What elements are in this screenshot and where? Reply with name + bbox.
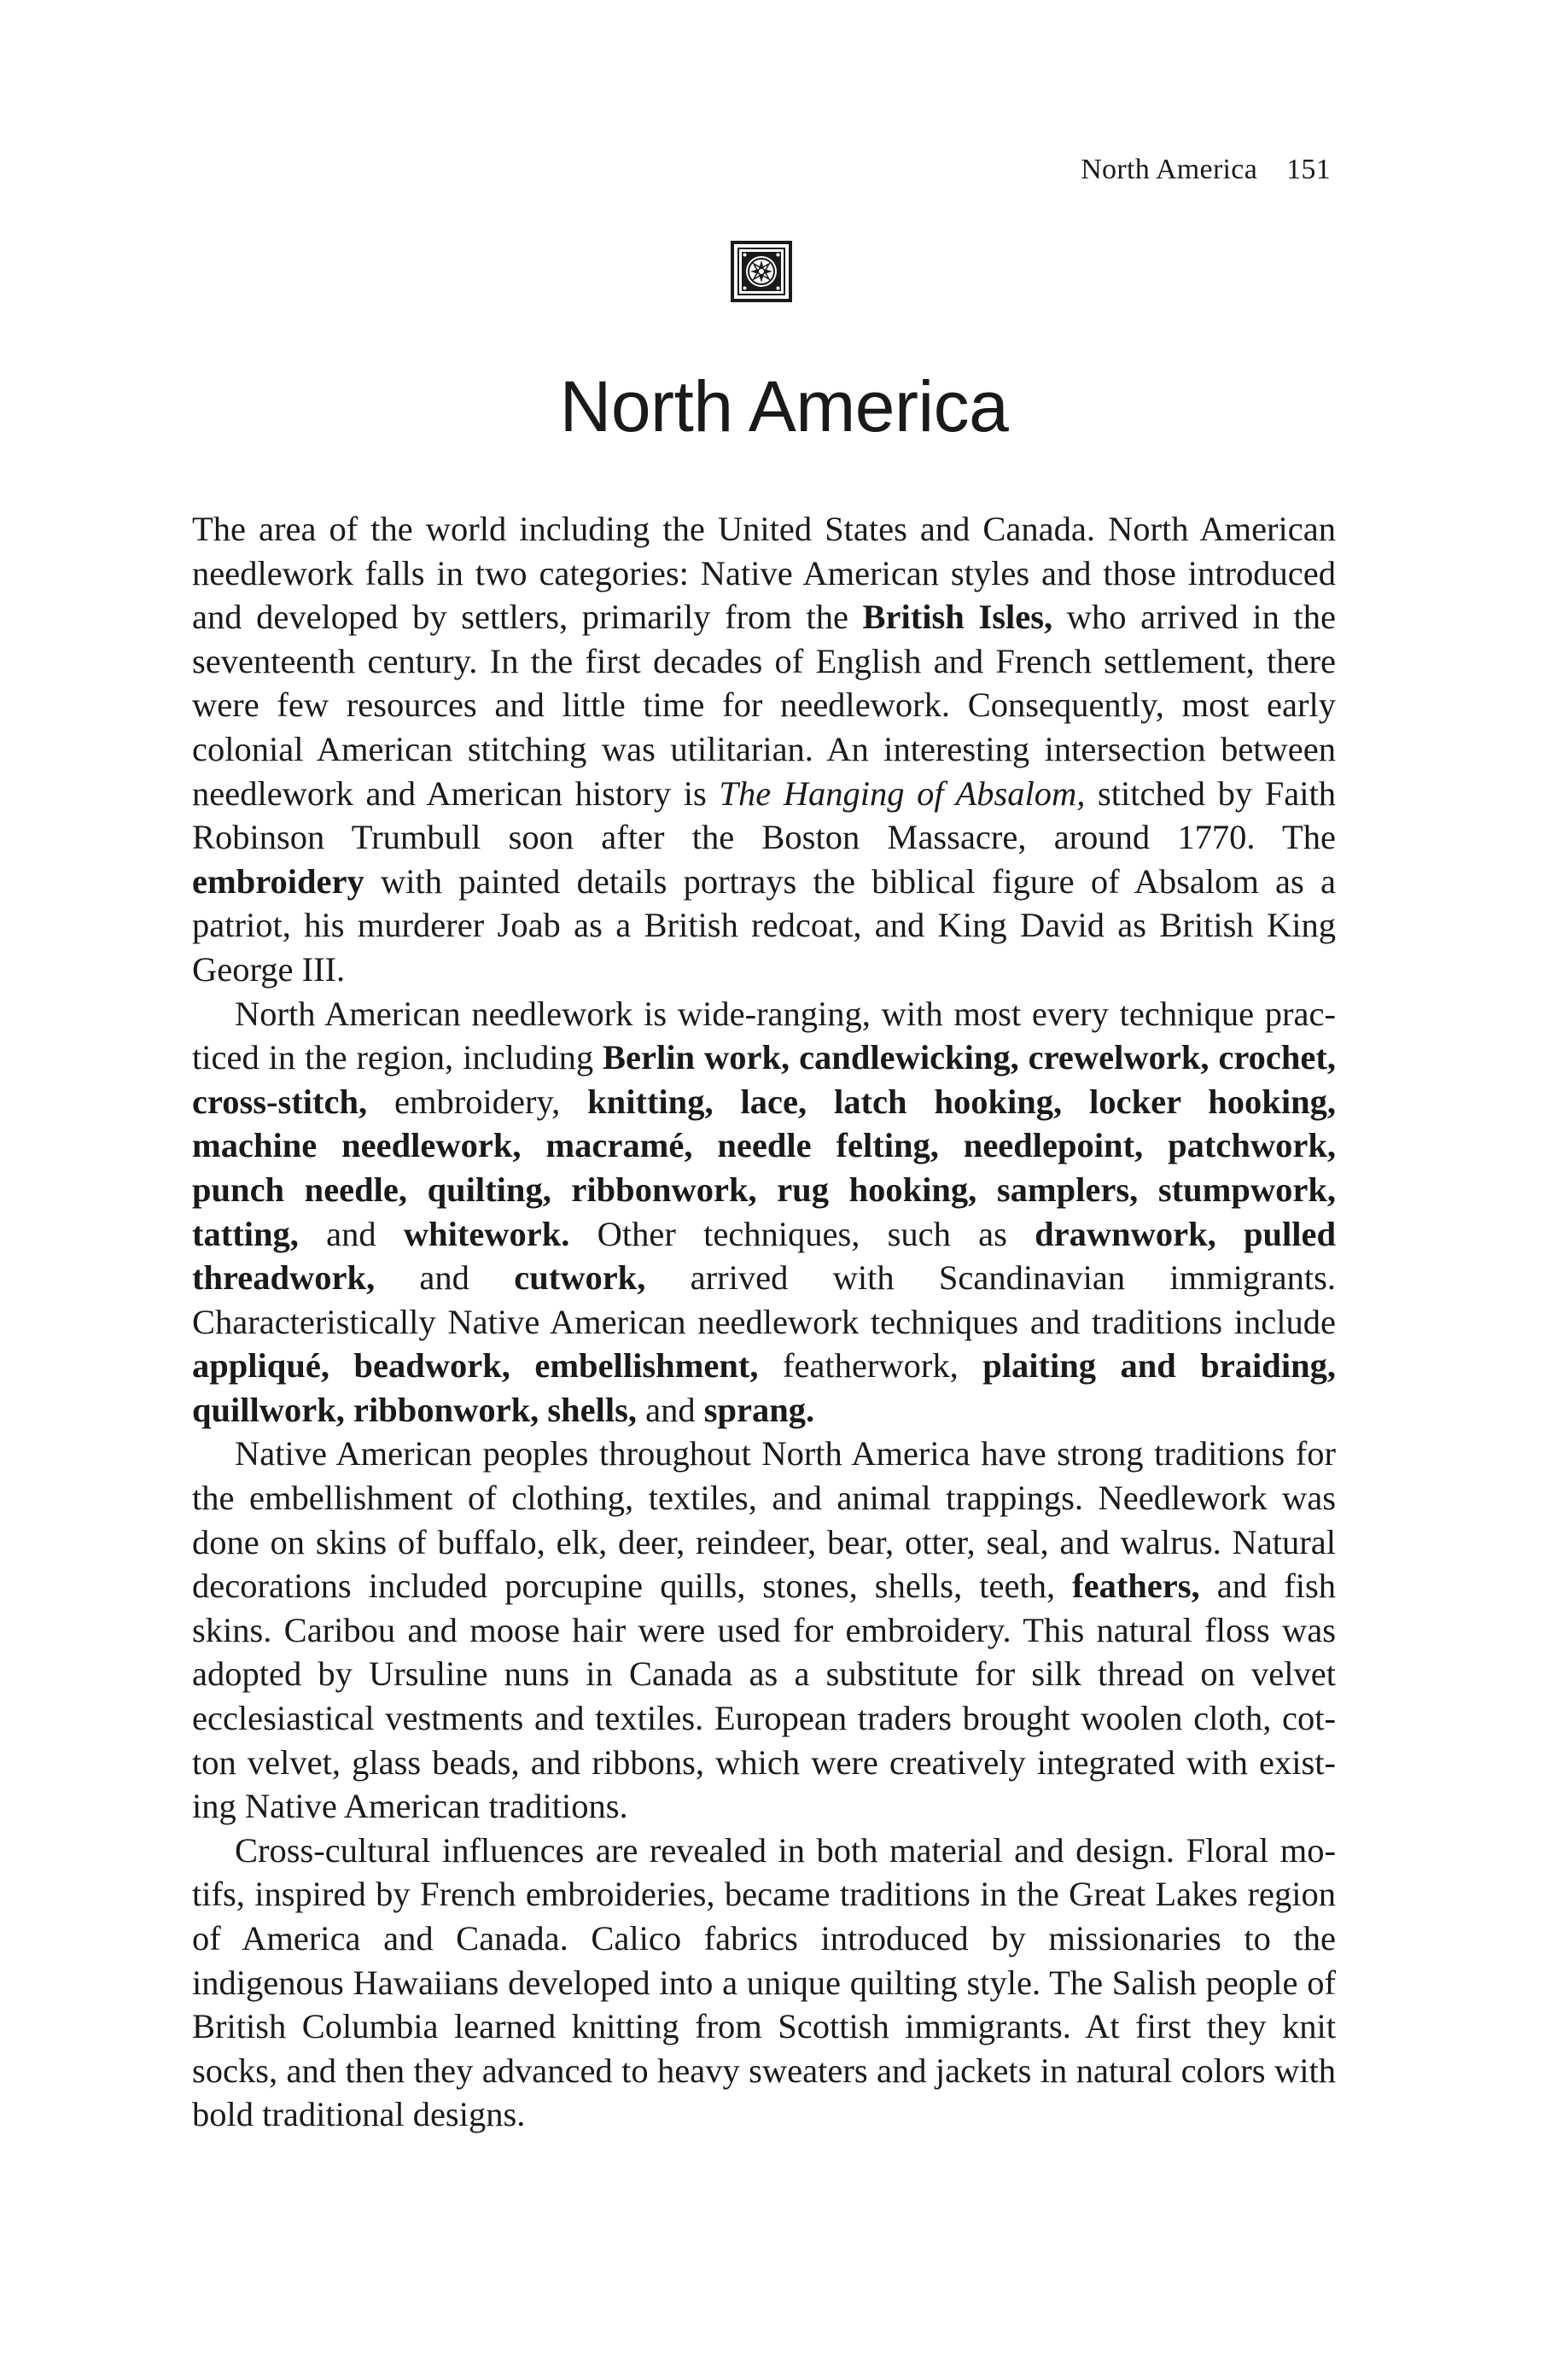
bold-term: embroidery (192, 861, 364, 901)
text-run: embroidery, (367, 1082, 588, 1121)
bold-term: Berlin work, candlewicking, crewelwork, crochet, cross-stitch, (192, 1038, 1336, 1121)
article-body (192, 507, 1336, 2137)
bold-term: British Isles, (862, 598, 1053, 637)
bold-term: feathers, (1072, 1567, 1200, 1606)
text-run: and (375, 1258, 515, 1298)
paragraph-3 (192, 1432, 1336, 1828)
bold-term: appliqué, beadwork, embellishment, (192, 1346, 759, 1386)
text-run: who arrived in the seventeenth century. In the first decades of English and French settlement, there were few resources and little time for needlework. Consequently, most early colonial American stitching was utilitarian. An interesting intersection between needlework and American history is (192, 598, 1336, 813)
text-run: arrived with Scandinavian immigrants. Characteristically Native American needlework techniques and traditions include (192, 1258, 1336, 1341)
text-run: Other techniques, such as (569, 1214, 1035, 1253)
running-head (1081, 154, 1331, 186)
paragraph-2 (192, 992, 1336, 1432)
bold-term: whitework. (403, 1214, 570, 1253)
paragraph-4 (192, 1829, 1336, 2137)
chapter-title: North America (559, 366, 1009, 446)
text-run: Cross-cultural influences are revealed in both material and design. Floral motifs, inspired by French embroideries, became traditions in the Great Lakes region of America and Canada. Calico fabrics introduced by missionaries to the indigenous Hawaiians developed into a unique quilting style. The Salish people of British Columbia learned knitting from Scottish immigrants. At first they knit socks, and then they advanced to heavy sweaters and jackets in natural colors with bold traditional designs. (192, 1830, 1336, 2134)
bold-term: cutwork, (514, 1258, 646, 1298)
text-run: and fish skins. Caribou and moose hair were used for embroidery. This natural floss was adopted by Ursuline nuns in Canada as a substitute for silk thread on velvet ecclesiastical vestments and textiles. European traders brought woolen cloth, cotton velvet, glass beads, and ribbons, which were creatively integrated with existing Native American traditions. (192, 1567, 1336, 1826)
italic-title: The Hanging of Absalom, (719, 773, 1086, 813)
text-run: with painted details portrays the biblical figure of Absalom as a patriot, his murderer Joab as a British redcoat, and King David as British King George III. (192, 861, 1336, 989)
bold-term: knitting, lace, latch hooking, locker hooking, machine needlework, macramé, needle felting, needlepoint, patchwork, punch needle, quilting, ribbonwork, rug hooking, samplers, stumpwork, tatting, (192, 1082, 1336, 1253)
bold-term: sprang. (703, 1390, 815, 1429)
text-run: stitched by Faith Robinson Trumbull soon after the Boston Massacre, around 1770. The (192, 773, 1336, 857)
text-run: and (298, 1214, 404, 1253)
bold-term: drawnwork, pulled threadwork, (192, 1214, 1337, 1298)
page-number: 151 (1286, 154, 1331, 185)
paragraph-1 (192, 507, 1336, 992)
bold-term: plaiting and braiding, quillwork, ribbonwork, shells, (192, 1346, 1336, 1429)
running-head-section: North America (1081, 154, 1258, 185)
text-run: North American needlework is wide-ranging, with most every technique practiced in the region, including (192, 994, 1336, 1077)
text-run: featherwork, (758, 1346, 983, 1386)
text-run: Native American peoples throughout North America have strong traditions for the embellishment of clothing, textiles, and animal trappings. Needlework was done on skins of buffalo, elk, deer, reindeer, bear, otter, seal, and walrus. Natural decorations included porcupine quills, stones, shells, teeth, (192, 1434, 1336, 1606)
decorative-medallion-icon (731, 241, 792, 302)
text-run: The area of the world including the United States and Canada. North American needlework falls in two categories: Native American styles and those introduced and developed by settlers, primarily from the (192, 510, 1336, 637)
text-run: and (637, 1390, 704, 1429)
